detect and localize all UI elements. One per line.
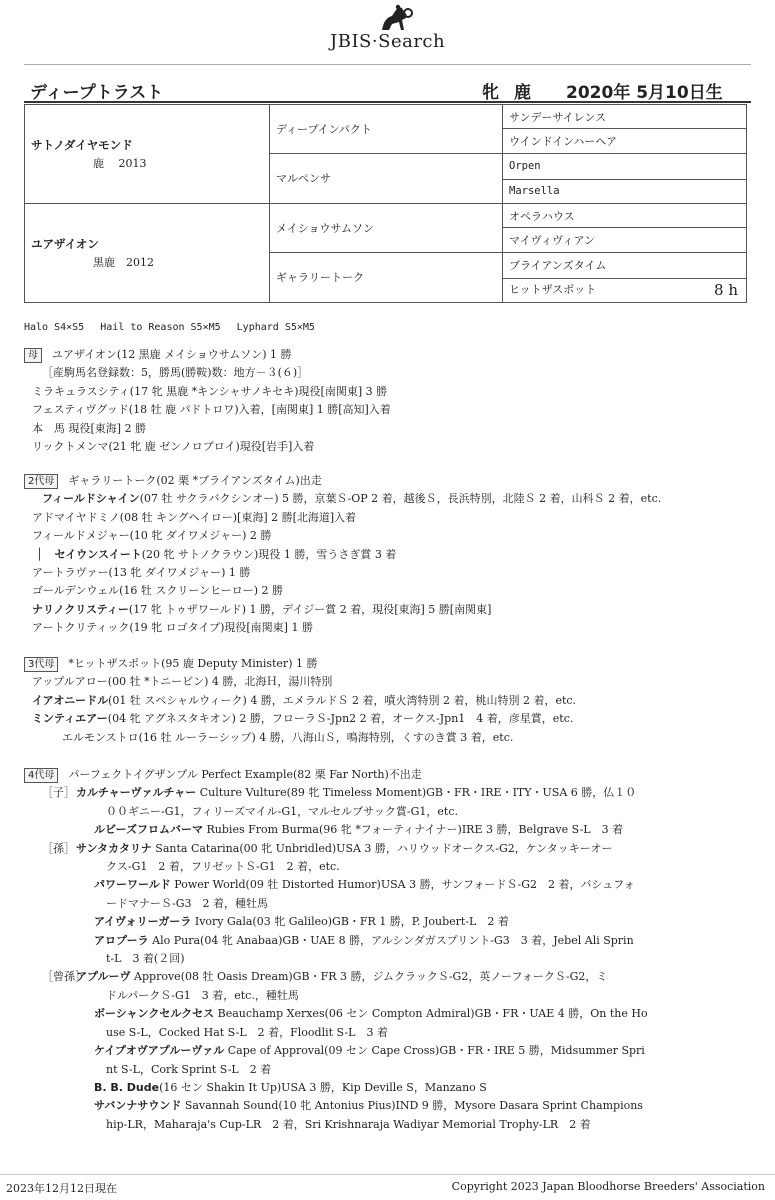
logo-text: JBIS·Search [330,31,446,52]
header-divider [24,101,751,103]
cat-child: ［子］ [42,786,75,800]
jbis-search-logo[interactable] [326,4,466,56]
footer-rule [0,1174,775,1175]
s5-cont: hip-LR，Maharaja's Cup-LR 2 着，Sri Krishnaraja Wadiyar Memorial Trophy-LR 2 着 [106,1117,591,1131]
sd-line-7-rest: (17 牝 トゥザワールド) 1 勝，デイジー賞 2 着，現役[東海] 5 勝[南関東] [128,602,492,616]
dam-name[interactable]: ユアザイオン [31,237,99,251]
sire-name[interactable]: サトノダイヤモンド [31,138,133,152]
g4-rest: Alo Pura(04 牝 Anabaa)GB・UAE 8 勝，アルシンダガスプリント-G3 3 着，Jebel Ali Sprin [148,933,634,947]
s1-cont: ドルパークＳ-G1 3 着，etc.，種牡馬 [106,988,299,1002]
third-dam-section [24,655,759,747]
g1-rest: Santa Catarina(00 牝 Unbridled)USA 3 勝，ハリウッドオークス-G2，ケンタッキーオー [151,841,613,855]
header-rule [24,64,751,65]
second-dam-section [24,472,759,638]
s3-cont: nt S-L，Cork Sprint S-L 2 着 [106,1062,272,1076]
horse-sex: 牝 [482,83,499,103]
s2-rest: Beauchamp Xerxes(06 セン Compton Admiral)GB・FR・UAE 4 勝，On the Ho [214,1007,648,1021]
td-line-4: エルモンストロ(16 牡 ルーラーシップ) 4 勝，八海山Ｓ，鳴海特別，くすのき賞 3 着，etc. [62,730,514,744]
ssd[interactable]: ウインドインハーヘア [503,129,747,153]
dam-cell [25,204,270,303]
sds[interactable]: Orpen [503,153,747,179]
dam-section [24,346,759,456]
ddd[interactable]: ヒットザスポット [509,283,597,297]
dam-line-4: 本 馬 現役[東海] 2 勝 [32,421,147,435]
td-line-3-name[interactable]: ミンティエアー [32,712,108,726]
s4-rest: (16 セン Shakin It Up)USA 3 勝，Kip Deville S，Manzano S [159,1080,487,1094]
dam-detail: 黒鹿 2012 [93,256,154,269]
horse-birth: 2020年 5月10日生 [566,83,723,103]
second-dam-label: 2代母 [24,474,58,489]
dds[interactable]: ブライアンズタイム [503,252,747,278]
g1-cont: クス-G1 2 着，フリゼットＳ-G1 2 着，etc. [106,860,340,874]
sire-dam[interactable]: マルペンサ [270,153,503,203]
inbreeding-line: Halo S4×S5 Hail to Reason S5×M5 Lyphard S5×M5 [24,322,315,333]
sd-line-4-rest: (20 牝 サトノクラウン)現役 1 勝，雪うさぎ賞 3 着 [141,547,397,561]
pedigree-note: 8 h [714,281,738,300]
sire-sire[interactable]: ディープインパクト [270,105,503,154]
sd-line-8: アートクリティック(19 牝 ロゴタイプ)現役[南関東] 1 勝 [32,621,313,635]
second-dam-head: ギャラリートーク(02 栗 *ブライアンズタイム)出走 [68,474,322,487]
sd-line-1-name[interactable]: フィールドシャイン [42,492,140,506]
fourth-dam-label: 4代母 [24,768,58,783]
s3-rest: Cape of Approval(09 セン Cape Cross)GB・FR・IRE 5 勝，Midsummer Spri [224,1044,645,1058]
dam-line-2: ミラキュラスシティ(17 牝 黒鹿 *キンシャサノキセキ)現役[南関東] 3 勝 [32,384,388,398]
s3-name[interactable]: ケイプオヴアプルーヴァル [94,1044,225,1058]
third-dam-label: 3代母 [24,657,58,672]
dss[interactable]: オペラハウス [503,204,747,228]
s1-name[interactable]: アプルーヴ [76,970,131,984]
sd-line-7-name[interactable]: ナリノクリスティー [32,602,129,616]
dam-line-5: リックトメンマ(21 牝 鹿 ゼンノロブロイ)現役[岩手]入着 [32,440,315,454]
sire-cell [25,105,270,204]
g4-cont: t-L 3 着(２回) [106,952,185,966]
sd-line-2: アドマイヤドミノ(08 牡 キングヘイロー)[東海] 2 勝[北海道]入着 [32,510,357,524]
s2-name[interactable]: ボーシャンクセルクセス [94,1007,215,1021]
sd-line-3: フィールドメジャー(10 牝 ダイワメジャー) 2 勝 [32,529,272,543]
ddd-cell [503,278,747,302]
s4-name[interactable]: B. B. Dude [94,1080,160,1094]
horse-rider-icon [374,4,414,34]
g3-rest: Ivory Gala(03 牝 Galileo)GB・FR 1 勝，P. Joubert-L 2 着 [191,915,509,929]
g3-name[interactable]: アイヴォリーガーラ [94,915,192,929]
td-line-1: アップルアロー(00 牡 *トニービン) 4 勝，北海Ｈ，湯川特別 [32,675,333,689]
g2-cont: ードマナーＳ-G3 2 着，種牡馬 [106,896,268,910]
sdd[interactable]: Marsella [503,179,747,203]
s2-cont: use S-L，Cocked Hat S-L 2 着，Floodlit S-L 3 着 [106,1025,388,1039]
sd-line-4-bar: │ [36,547,43,561]
fourth-dam-section [24,766,759,1134]
c1-cont: ００ギニー-G1，フィリーズマイル-G1，マルセルブサック賞-G1，etc. [106,804,459,818]
s5-name[interactable]: サバンナサウンド [94,1099,182,1113]
fourth-dam-head: パーフェクトイグザンプル Perfect Example(82 栗 Far North)不出走 [68,768,422,781]
sd-line-4-name[interactable]: セイウンスイート [54,547,142,561]
dam-label: 母 [24,348,42,363]
g1-name[interactable]: サンタカタリナ [76,841,152,855]
c1-name[interactable]: カルチャーヴァルチャー [76,786,197,800]
pedigree-table [24,104,747,303]
g2-rest: Power World(09 牡 Distorted Humor)USA 3 勝，サンフォードＳ-G2 2 着，バシュフォ [170,878,635,892]
footer-copyright: Copyright 2023 Japan Bloodhorse Breeders' Association [451,1180,765,1193]
sd-line-6: ゴールデンウェル(16 牡 スクリーンヒーロー) 2 勝 [32,584,284,598]
dam-sire[interactable]: メイショウサムソン [270,204,503,253]
dam-line-3: フェスティヴグッド(18 牡 鹿 パドトロワ)入着，[南関東] 1 勝[高知]入着 [32,403,391,417]
dsd[interactable]: マイヴィヴィアン [503,228,747,252]
td-line-3-rest: (04 牝 アグネスタキオン) 2 勝，フローラＳ-Jpn2 2 着，オークス-Jpn1 4 着，彦星賞，etc. [107,712,574,726]
s1-rest: Approve(08 牡 Oasis Dream)GB・FR 3 勝，ジムクラックＳ-G2，英ノーフォークＳ-G2，ミ [130,970,608,984]
cat-great: ［曾孫］ [42,970,86,984]
s5-rest: Savannah Sound(10 牝 Antonius Pius)IND 9 勝，Mysore Dasara Sprint Champions [181,1099,643,1113]
sss[interactable]: サンデーサイレンス [503,105,747,129]
td-line-2-rest: (01 牡 スペシャルウィーク) 4 勝，エメラルドＳ 2 着，噴火湾特別 2 着，桃山特別 2 着，etc. [108,693,577,707]
c2-name[interactable]: ルビーズフロムバーマ [94,823,204,837]
g4-name[interactable]: アロプーラ [94,933,149,947]
cat-grand: ［孫］ [42,841,75,855]
td-line-2-name[interactable]: イアオニードル [32,693,109,707]
dam-dam[interactable]: ギャラリートーク [270,252,503,302]
sd-line-1-rest: (07 牡 サクラバクシンオー) 5 勝，京葉Ｓ-OP 2 着，越後Ｓ，長浜特別，北陸Ｓ 2 着，山科Ｓ 2 着，etc. [139,492,662,506]
sire-detail: 鹿 2013 [93,157,147,170]
c1-rest: Culture Vulture(89 牝 Timeless Moment)GB・FR・IRE・ITY・USA 6 勝，仏１０ [196,786,637,800]
horse-color: 鹿 [514,83,531,103]
g2-name[interactable]: パワーワールド [94,878,171,892]
dam-line-1: ［産駒馬名登録数：5，勝馬(勝鞍)数：地方－３(６)］ [42,366,309,380]
sd-line-5: アートラヴァー(13 牝 ダイワメジャー) 1 勝 [32,566,251,580]
horse-name: ディープトラスト [30,83,164,103]
c2-rest: Rubies From Burma(96 牝 *フォーティナイナー)IRE 3 勝，Belgrave S-L 3 着 [203,823,624,837]
third-dam-head: *ヒットザスポット(95 鹿 Deputy Minister) 1 勝 [68,657,318,670]
dam-line-0: ユアザイオン(12 黒鹿 メイショウサムソン) 1 勝 [52,348,292,361]
footer-date: 2023年12月12日現在 [6,1182,117,1195]
